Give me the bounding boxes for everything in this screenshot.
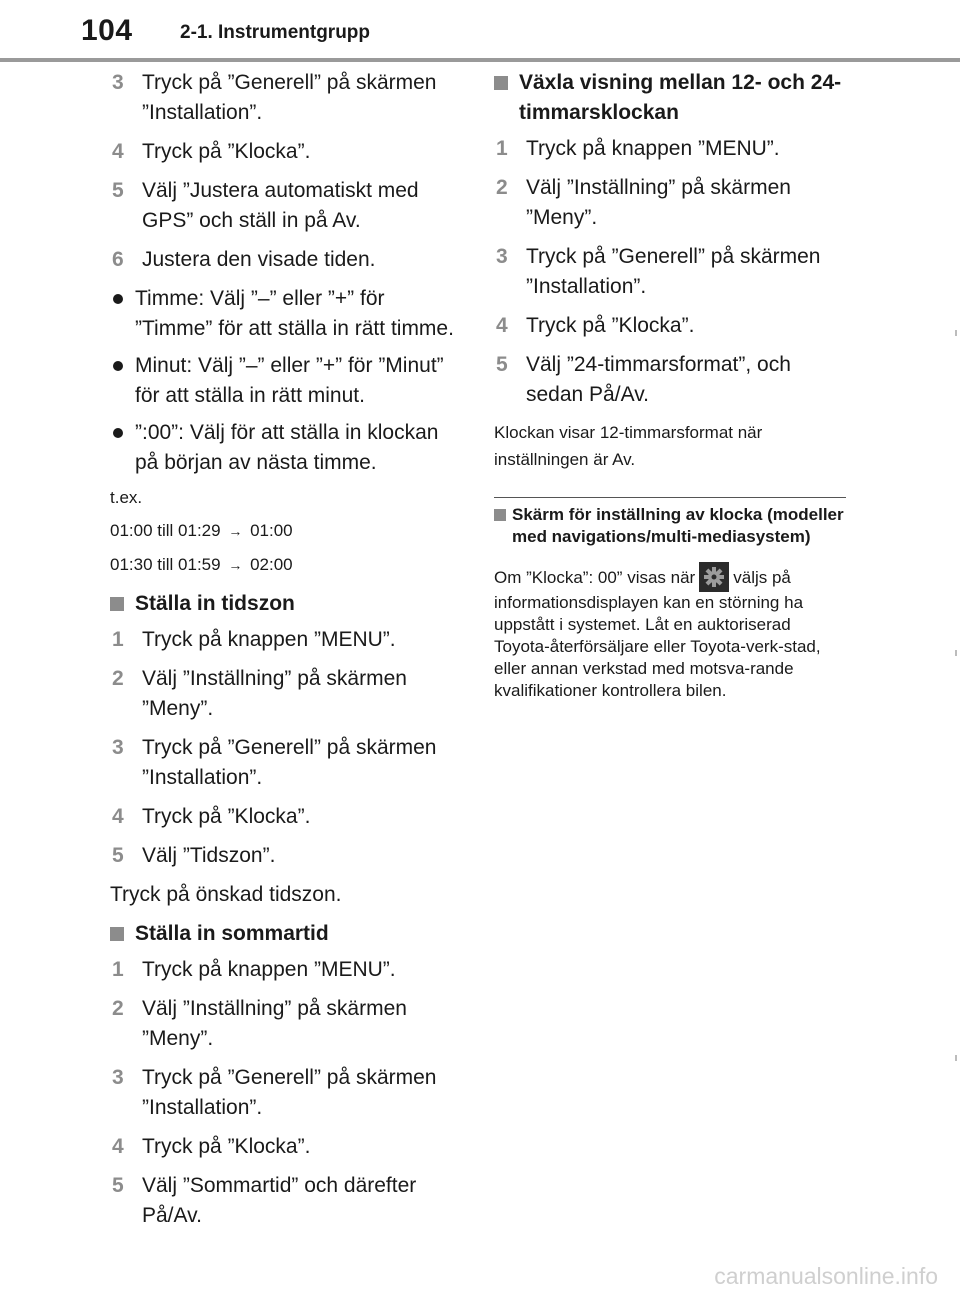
step-item: 1 Tryck på knappen ”MENU”. — [496, 137, 780, 160]
arrow-right-icon: → — [228, 523, 243, 539]
step-item: 1 Tryck på knappen ”MENU”. — [112, 628, 396, 651]
format-heading: Växla visning mellan 12- och 24-timmarsklockan — [494, 68, 846, 128]
format-note: Klockan visar 12-timmarsformat när inställningen är Av. — [494, 423, 763, 469]
left-column — [110, 68, 462, 1240]
summertime-steps-list — [110, 955, 462, 1231]
step-item: 2 Välj ”Inställning” på skärmen ”Meny”. — [112, 667, 407, 720]
timezone-steps-list — [110, 625, 462, 871]
example-label: t.ex. — [110, 488, 143, 507]
step-item: 6 Justera den visade tiden. — [112, 248, 376, 271]
step-item: 3 Tryck på ”Generell” på skärmen ”Installation”. — [496, 245, 821, 298]
step-item: 3 Tryck på ”Generell” på skärmen ”Installation”. — [112, 1066, 437, 1119]
bullet-icon — [113, 428, 123, 438]
step-item: 5 Välj ”Justera automatiskt med GPS” och ställ in på Av. — [112, 179, 419, 232]
step-item: 4 Tryck på ”Klocka”. — [112, 1135, 311, 1158]
clock-display-heading: Skärm för inställning av klocka (modeller med navigations/multi-mediasystem) — [494, 504, 846, 548]
square-bullet-icon — [110, 597, 124, 611]
right-column — [494, 68, 846, 702]
step-item: 5 Välj ”Tidszon”. — [112, 844, 276, 867]
step-item: 2 Välj ”Inställning” på skärmen ”Meny”. — [112, 997, 407, 1050]
bullet-item: Timme: Välj ”–” eller ”+” för ”Timme” för att ställa in rätt timme. — [110, 284, 462, 344]
step-item: 4 Tryck på ”Klocka”. — [496, 314, 695, 337]
section-divider — [494, 497, 846, 498]
summertime-heading: Ställa in sommartid — [110, 919, 462, 949]
square-bullet-icon — [494, 76, 508, 90]
example-line: 01:00 till 01:29 → 01:00 — [110, 519, 462, 543]
step-item: 3 Tryck på ”Generell” på skärmen ”Installation”. — [112, 71, 437, 124]
step-item: 1 Tryck på knappen ”MENU”. — [112, 958, 396, 981]
step-item: 5 Välj ”Sommartid” och därefter På/Av. — [112, 1174, 417, 1227]
step-item: 5 Välj ”24-timmarsformat”, och sedan På/Av. — [496, 353, 791, 406]
arrow-right-icon: → — [228, 557, 243, 573]
margin-mark — [955, 650, 957, 656]
bullet-item: ”:00”: Välj för att ställa in klockan på början av nästa timme. — [110, 418, 462, 478]
gear-icon — [699, 562, 729, 592]
step-item: 2 Välj ”Inställning” på skärmen ”Meny”. — [496, 176, 791, 229]
clock-steps-list — [110, 68, 462, 275]
page-number: 104 — [81, 14, 133, 47]
clock-display-text: Om ”Klocka”: 00” visas när väljs på informationsdisplayen kan en störning ha uppstått i systemet. Låt en auktoriserad Toyota-återförsäljare eller Toyota-verk-stad, eller annan verkstad med motsva-rande kvalifikationer kontrollera bilen. — [494, 562, 846, 702]
margin-mark — [955, 330, 957, 336]
timezone-heading: Ställa in tidszon — [110, 589, 462, 619]
square-bullet-icon — [494, 509, 506, 521]
bullet-item: Minut: Välj ”–” eller ”+” för ”Minut” för att ställa in rätt minut. — [110, 351, 462, 411]
margin-mark — [955, 1055, 957, 1061]
watermark: carmanualsonline.info — [714, 1263, 938, 1289]
section-title: 2-1. Instrumentgrupp — [180, 22, 371, 43]
step-item: 4 Tryck på ”Klocka”. — [112, 140, 311, 163]
step-item: 3 Tryck på ”Generell” på skärmen ”Installation”. — [112, 736, 437, 789]
timezone-note: Tryck på önskad tidszon. — [110, 883, 342, 906]
bullet-list — [110, 284, 462, 478]
square-bullet-icon — [110, 927, 124, 941]
bullet-icon — [113, 294, 123, 304]
page-header — [0, 0, 960, 62]
bullet-icon — [113, 361, 123, 371]
example-line: 01:30 till 01:59 → 02:00 — [110, 553, 462, 577]
step-item: 4 Tryck på ”Klocka”. — [112, 805, 311, 828]
header-divider — [0, 58, 960, 62]
format-steps-list — [494, 134, 846, 410]
